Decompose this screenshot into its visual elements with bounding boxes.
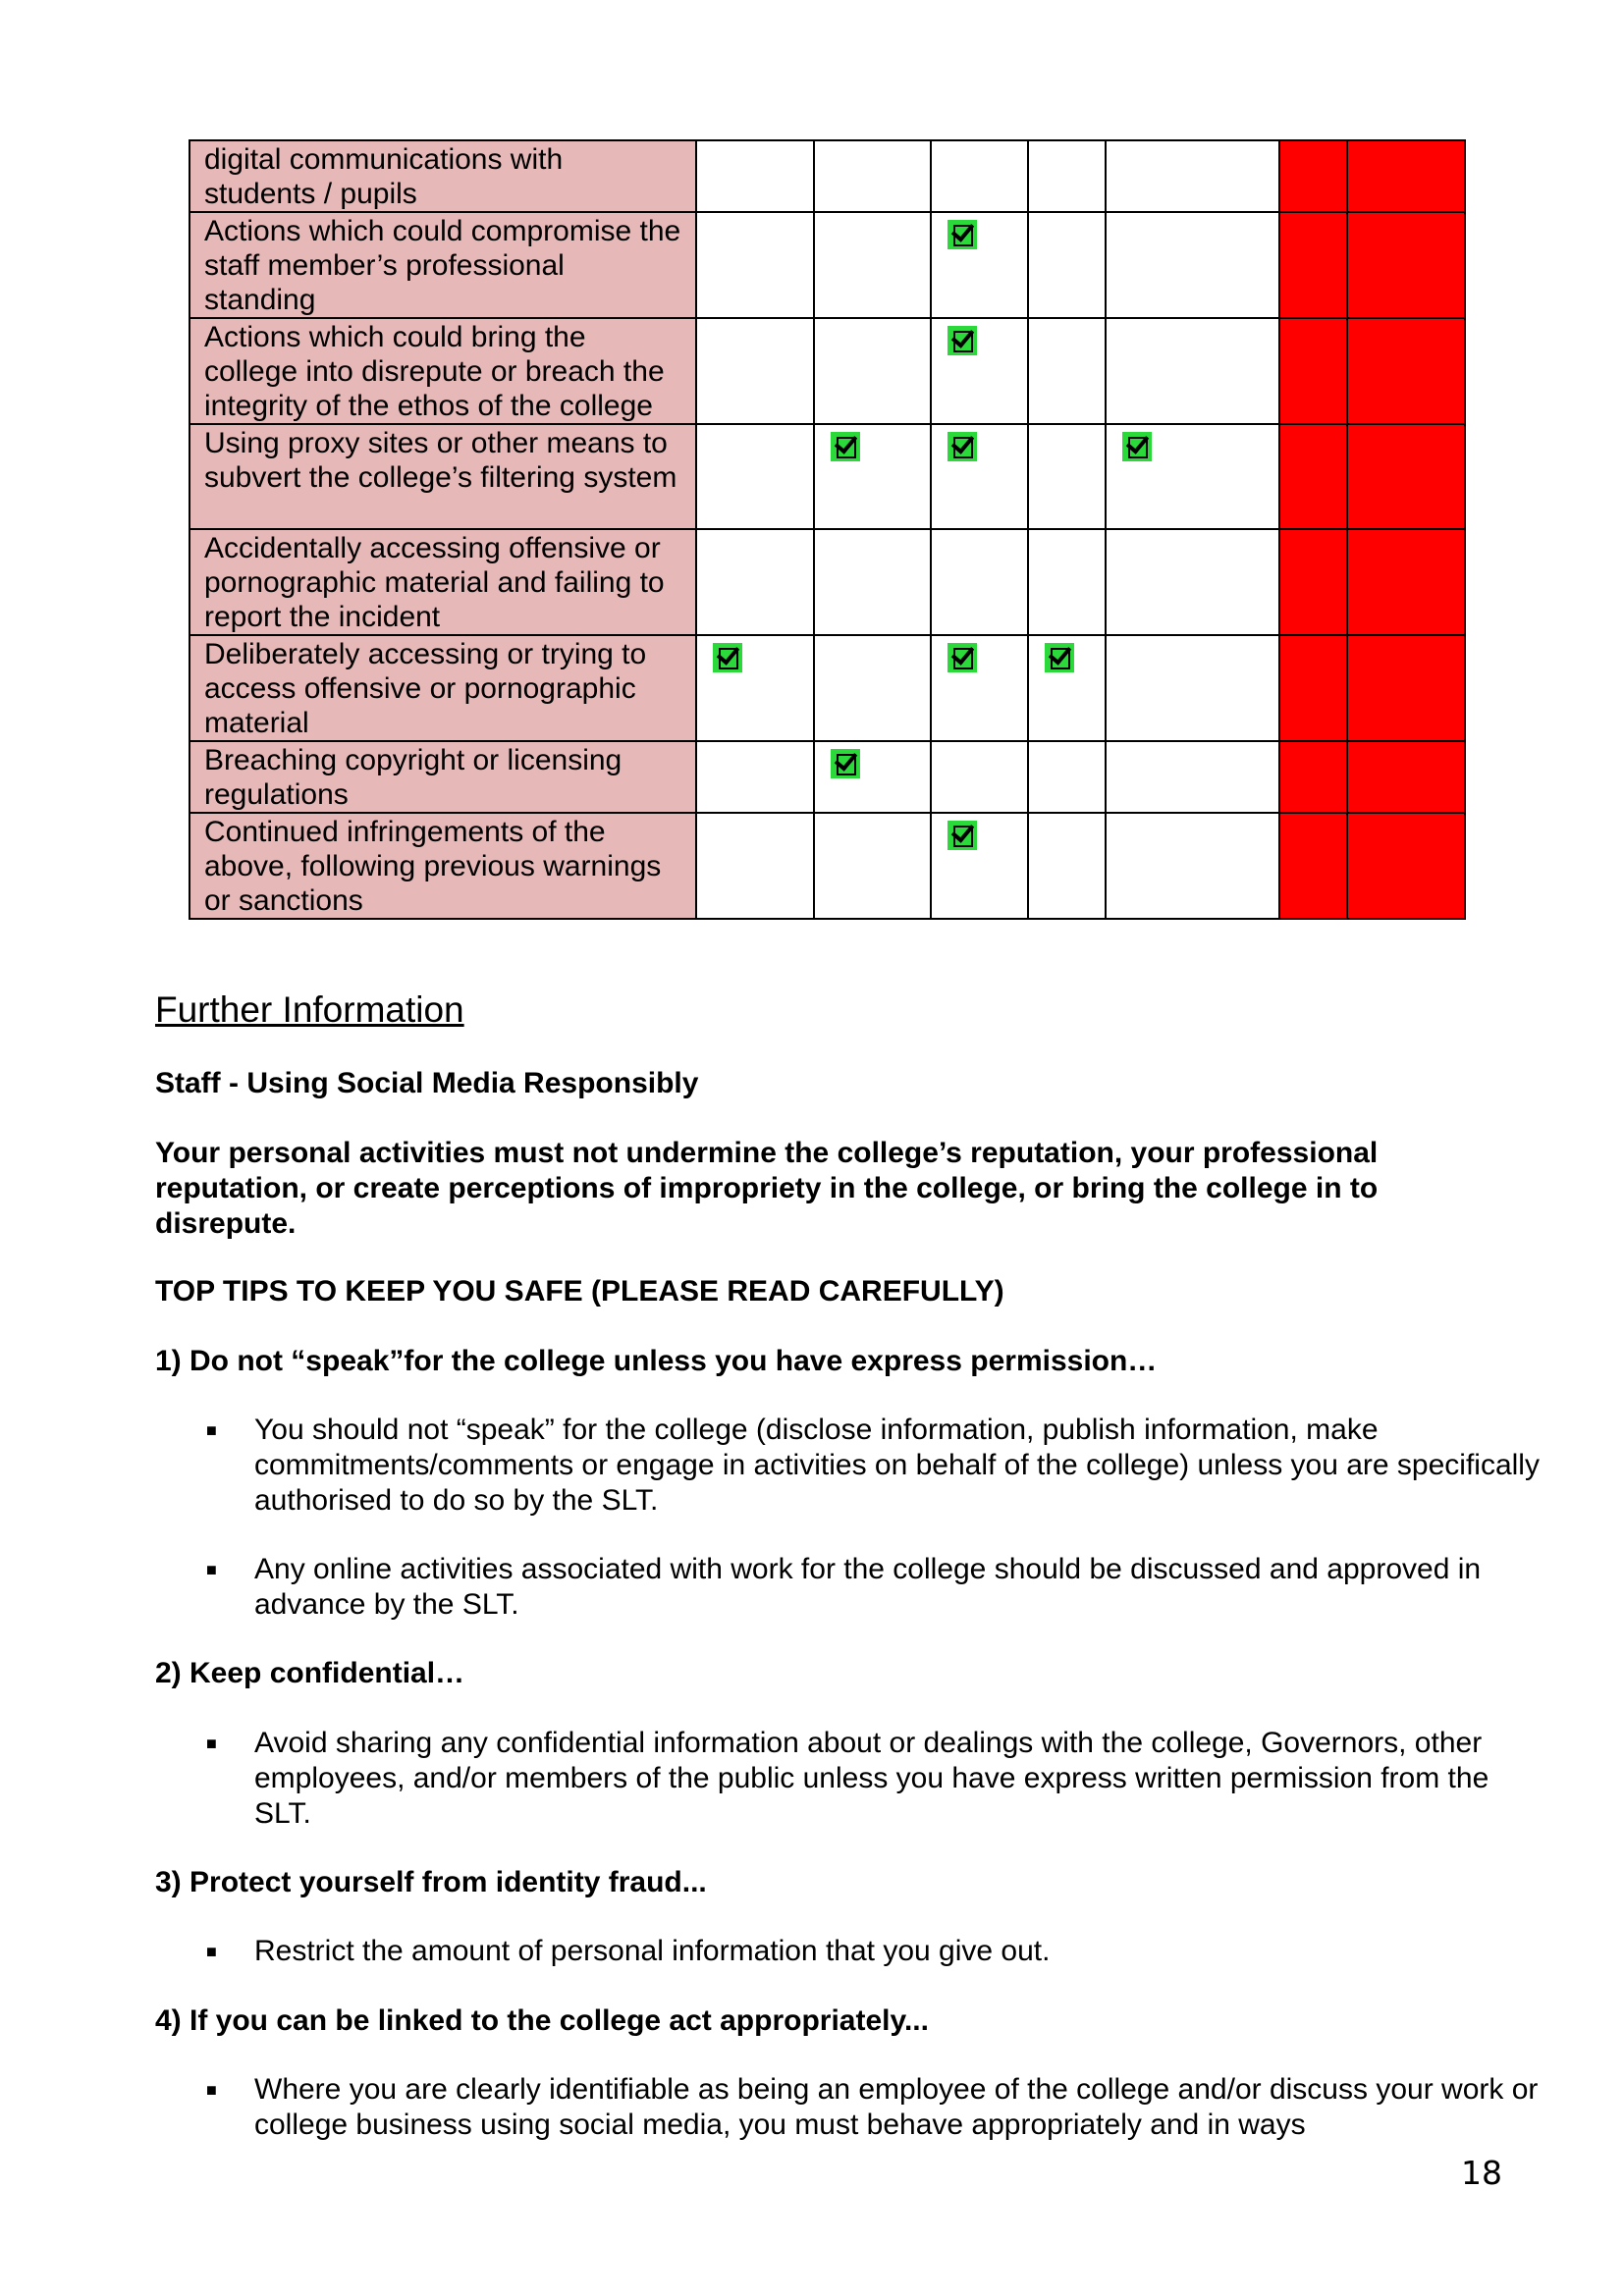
table-row [189, 212, 1465, 318]
sanction-cell [1106, 529, 1279, 635]
row-label: Actions which could compromise the staff member’s professional standing [189, 212, 696, 318]
sanction-cell [814, 318, 931, 424]
checked-box-icon [947, 326, 977, 355]
checked-box-icon [831, 432, 860, 461]
tip-1-title: 1) Do not “speak”for the college unless you have express permission… [155, 1345, 1158, 1377]
sanction-cell [1106, 212, 1279, 318]
red-marker-cell [1347, 318, 1465, 424]
table-row [189, 318, 1465, 424]
bullet-marker: ■ [206, 1942, 217, 1961]
checked-box-icon [713, 643, 742, 672]
sanction-cell [696, 529, 814, 635]
red-marker-cell [1279, 140, 1347, 212]
sanction-cell [931, 140, 1028, 212]
table-row [189, 741, 1465, 813]
red-marker-cell [1347, 212, 1465, 318]
checked-box-icon [947, 821, 977, 850]
checked-box-icon [947, 432, 977, 461]
red-marker-cell [1279, 424, 1347, 529]
bullet-text: Avoid sharing any confidential information about or dealings with the college, Governors, other employees, and/or members of the public unless you have express written permission from the SLT. [254, 1727, 1489, 1830]
sanction-cell [814, 424, 931, 529]
red-marker-cell [1279, 635, 1347, 741]
red-marker-cell [1279, 212, 1347, 318]
red-marker-cell [1279, 529, 1347, 635]
bullet-text: Restrict the amount of personal information that you give out. [254, 1935, 1051, 1967]
sanction-cell [1028, 212, 1106, 318]
sanction-cell [814, 741, 931, 813]
sanction-cell [814, 212, 931, 318]
tip-2-title: 2) Keep confidential… [155, 1657, 465, 1689]
sanction-cell [1106, 813, 1279, 919]
bullet-marker: ■ [206, 1560, 217, 1579]
red-marker-cell [1279, 741, 1347, 813]
table-row [189, 529, 1465, 635]
sanction-cell [814, 635, 931, 741]
bullet-marker: ■ [206, 2080, 217, 2100]
sanction-cell [931, 318, 1028, 424]
sanction-cell [1106, 424, 1279, 529]
social-media-subheading: Staff - Using Social Media Responsibly [155, 1067, 699, 1099]
sanction-cell [696, 635, 814, 741]
table-row [189, 635, 1465, 741]
sanction-cell [931, 212, 1028, 318]
red-marker-cell [1279, 318, 1347, 424]
red-marker-cell [1347, 424, 1465, 529]
sanction-cell [1028, 635, 1106, 741]
table-row [189, 140, 1465, 212]
sanction-cell [696, 741, 814, 813]
sanction-cell [1028, 140, 1106, 212]
tip-4-title: 4) If you can be linked to the college act appropriately... [155, 2004, 929, 2037]
row-label: Continued infringements of the above, following previous warnings or sanctions [189, 813, 696, 919]
sanction-cell [1028, 424, 1106, 529]
sanction-cell [814, 813, 931, 919]
page-number: 18 [1461, 2154, 1502, 2192]
red-marker-cell [1347, 741, 1465, 813]
top-tips-title: TOP TIPS TO KEEP YOU SAFE (PLEASE READ CAREFULLY) [155, 1275, 1004, 1308]
bullet-text: Where you are clearly identifiable as being an employee of the college and/or discuss your work or college business using social media, you must behave appropriately and in ways [254, 2073, 1539, 2141]
sanction-cell [931, 635, 1028, 741]
checked-box-icon [947, 643, 977, 672]
sanction-cell [696, 813, 814, 919]
table-row [189, 813, 1465, 919]
sanction-cell [1028, 529, 1106, 635]
sanction-cell [931, 813, 1028, 919]
sanction-cell [931, 424, 1028, 529]
row-label: Accidentally accessing offensive or pornographic material and failing to report the incident [189, 529, 696, 635]
checked-box-icon [947, 220, 977, 249]
red-marker-cell [1279, 813, 1347, 919]
checked-box-icon [1122, 432, 1152, 461]
sanction-cell [1028, 318, 1106, 424]
sanction-cell [814, 529, 931, 635]
sanction-cell [1106, 318, 1279, 424]
row-label: Deliberately accessing or trying to access offensive or pornographic material [189, 635, 696, 741]
red-marker-cell [1347, 813, 1465, 919]
red-marker-cell [1347, 635, 1465, 741]
further-information-heading: Further Information [155, 989, 464, 1030]
bullet-text: Any online activities associated with work for the college should be discussed and approved in advance by the SLT. [254, 1553, 1482, 1621]
sanction-cell [1106, 140, 1279, 212]
bullet-marker: ■ [206, 1734, 217, 1753]
intro-text: Your personal activities must not undermine the college’s reputation, your professional reputation, or create perceptions of impropriety in the college, or bring the college in to disrepute. [155, 1137, 1379, 1240]
sanction-cell [1106, 635, 1279, 741]
sanction-cell [696, 212, 814, 318]
sanction-cell [1028, 813, 1106, 919]
tip-3-title: 3) Protect yourself from identity fraud... [155, 1866, 707, 1898]
bullet-text: You should not “speak” for the college (disclose information, publish information, make commitments/comments or engage in activities on behalf of the college) unless you are specifically authorised to do so by the SLT. [254, 1414, 1540, 1517]
red-marker-cell [1347, 140, 1465, 212]
sanctions-table [189, 139, 1466, 920]
intro-paragraph [155, 1136, 1490, 1242]
sanction-cell [696, 318, 814, 424]
bullet-marker: ■ [206, 1420, 217, 1440]
checked-box-icon [831, 749, 860, 778]
checked-box-icon [1045, 643, 1074, 672]
table-row [189, 424, 1465, 529]
sanction-cell [696, 424, 814, 529]
sanction-cell [1028, 741, 1106, 813]
sanction-cell [814, 140, 931, 212]
row-label: Breaching copyright or licensing regulations [189, 741, 696, 813]
sanction-cell [931, 529, 1028, 635]
row-label: Using proxy sites or other means to subvert the college’s filtering system [189, 424, 696, 529]
row-label: digital communications with students / pupils [189, 140, 696, 212]
red-marker-cell [1347, 529, 1465, 635]
sanction-cell [931, 741, 1028, 813]
sanction-cell [1106, 741, 1279, 813]
sanction-cell [696, 140, 814, 212]
row-label: Actions which could bring the college into disrepute or breach the integrity of the ethos of the college [189, 318, 696, 424]
